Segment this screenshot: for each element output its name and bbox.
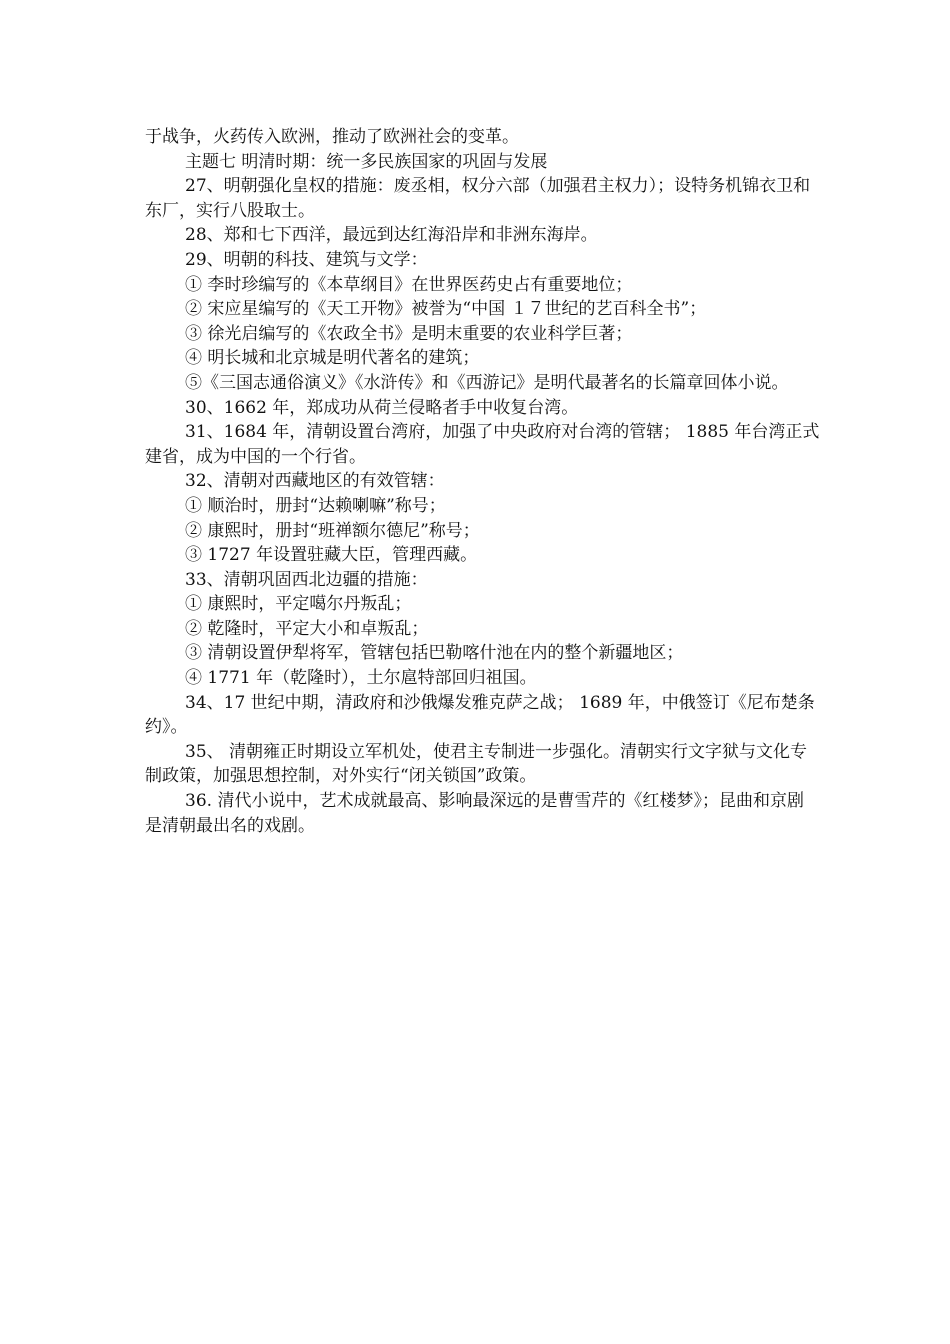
- paragraph-29: 29、明朝的科技、建筑与文学：: [185, 249, 428, 270]
- paragraph-27: 27、明朝强化皇权的措施：废丞相，权分六部（加强君主权力）；设特务机锦衣卫和东厂，实行八股取士。: [145, 176, 811, 221]
- list-item: ④ 1771 年（乾隆时），土尔扈特部回归祖国。: [185, 668, 537, 689]
- list-item: ③ 1727 年设置驻藏大臣，管理西藏。: [185, 545, 478, 566]
- list-item: ① 康熙时，平定噶尔丹叛乱；: [185, 594, 412, 615]
- paragraph-continuation: 于战争，火药传入欧洲，推动了欧洲社会的变革。: [145, 127, 519, 147]
- paragraph-30: 30、1662 年，郑成功从荷兰侵略者手中收复台湾。: [185, 397, 579, 418]
- list-item: ① 李时珍编写的《本草纲目》在世界医药史占有重要地位；: [185, 274, 633, 295]
- list-item: ② 康熙时，册封“班禅额尔德尼”称号；: [185, 520, 480, 541]
- document-body: [145, 125, 820, 838]
- paragraph-36: 36. 清代小说中，艺术成就最高、影响最深远的是曹雪芹的《红楼梦》；昆曲和京剧是清朝最出名的戏剧。: [145, 791, 804, 836]
- list-item: ③ 清朝设置伊犁将军，管辖包括巴勒喀什池在内的整个新疆地区；: [185, 643, 684, 664]
- list-item: ② 乾隆时，平定大小和卓叛乱；: [185, 618, 429, 639]
- section-heading: 主题七 明清时期：统一多民族国家的巩固与发展: [185, 151, 548, 172]
- paragraph-28: 28、郑和七下西洋，最远到达红海沿岸和非洲东海岸。: [185, 225, 598, 246]
- list-item: ③ 徐光启编写的《农政全书》是明末重要的农业科学巨著；: [185, 323, 633, 344]
- paragraph-33: 33、清朝巩固西北边疆的措施：: [185, 569, 428, 590]
- list-item: ① 顺治时，册封“达赖喇嘛”称号；: [185, 495, 446, 516]
- paragraph-35: 35、 清朝雍正时期设立军机处，使君主专制进一步强化。清朝实行文字狱与文化专制政策，加强思想控制，对外实行“闭关锁国”政策。: [145, 741, 808, 787]
- paragraph-31: 31、1684 年，清朝设置台湾府，加强了中央政府对台湾的管辖； 1885 年台湾正式建省，成为中国的一个行省。: [145, 422, 820, 467]
- list-item: ⑤《三国志通俗演义》《水浒传》和《西游记》是明代最著名的长篇章回体小说。: [185, 372, 789, 393]
- paragraph-34: 34、17 世纪中期，清政府和沙俄爆发雅克萨之战； 1689 年，中俄签订《尼布楚条约》。: [145, 692, 815, 738]
- list-item: ② 宋应星编写的《天工开物》被誉为“中国 １７世纪的艺百科全书”；: [185, 299, 707, 320]
- paragraph-32: 32、清朝对西藏地区的有效管辖：: [185, 471, 445, 492]
- list-item: ④ 明长城和北京城是明代著名的建筑；: [185, 348, 480, 369]
